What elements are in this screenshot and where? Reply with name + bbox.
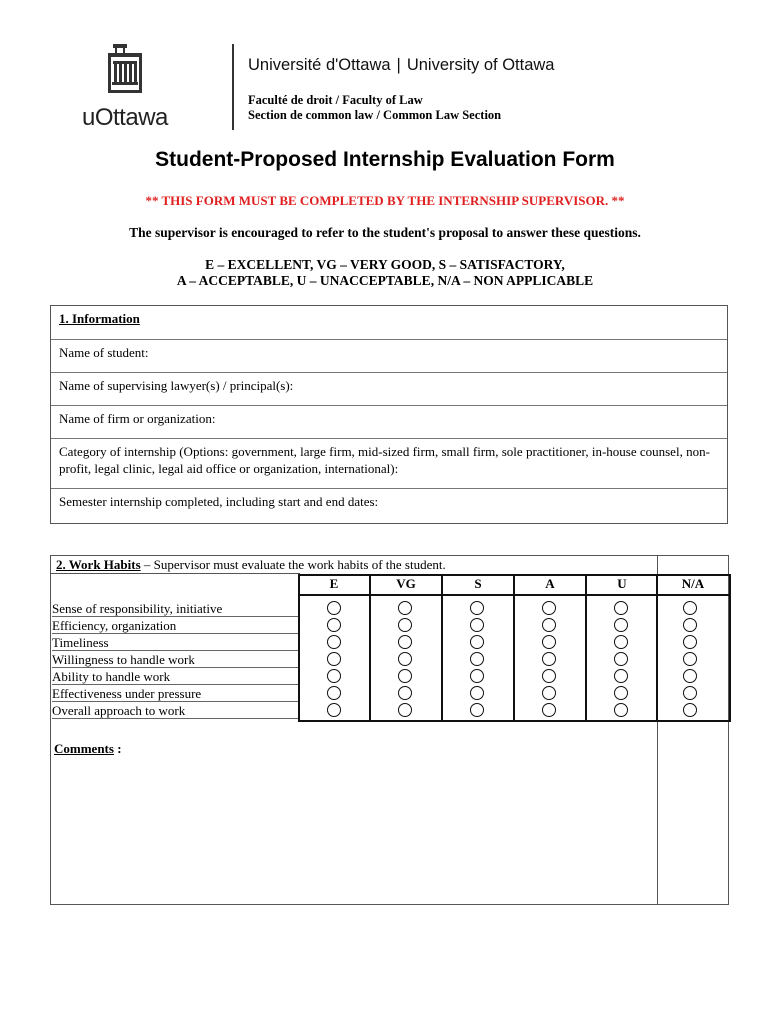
criterion-label: Overall approach to work [52, 702, 298, 719]
rating-radio-na[interactable] [683, 686, 697, 700]
section-name: Section de common law / Common Law Section [248, 108, 502, 122]
semester-dates-label: Semester internship completed, including start and end dates: [59, 494, 379, 509]
instruction-text: The supervisor is encouraged to refer to the student's proposal to answer these questions. [129, 225, 641, 240]
rating-radio-u[interactable] [614, 618, 628, 632]
rating-radio-u[interactable] [614, 601, 628, 615]
rating-radio-e[interactable] [327, 601, 341, 615]
supervisor-warning: ** THIS FORM MUST BE COMPLETED BY THE INTERNSHIP SUPERVISOR. ** [145, 193, 625, 208]
rating-radio-na[interactable] [683, 703, 697, 717]
column-header-s: S [474, 576, 482, 591]
building-icon [104, 44, 174, 100]
comments-label-suffix: : [113, 741, 122, 756]
criterion-label: Timeliness [52, 634, 298, 651]
work-habits-description: – Supervisor must evaluate the work habits of the student. [140, 557, 446, 572]
grid-column-separator [513, 574, 515, 722]
rating-radio-a[interactable] [542, 601, 556, 615]
rating-radio-s[interactable] [470, 652, 484, 666]
column-header-na: N/A [681, 576, 705, 591]
supervisor-name-field[interactable] [51, 373, 727, 406]
rating-radio-vg[interactable] [398, 703, 412, 717]
rating-radio-e[interactable] [327, 652, 341, 666]
work-habits-title [56, 557, 446, 573]
rating-legend-line-2: A – ACCEPTABLE, U – UNACCEPTABLE, N/A – NON APPLICABLE [176, 273, 594, 288]
faculty-name: Faculté de droit / Faculty of Law [248, 93, 423, 107]
rating-radio-u[interactable] [614, 686, 628, 700]
rating-radio-a[interactable] [542, 635, 556, 649]
rating-radio-s[interactable] [470, 686, 484, 700]
rating-radio-na[interactable] [683, 618, 697, 632]
comments-field[interactable] [54, 741, 122, 757]
grid-column-separator [585, 574, 587, 722]
rating-radio-u[interactable] [614, 703, 628, 717]
rating-radio-vg[interactable] [398, 669, 412, 683]
rating-radio-na[interactable] [683, 652, 697, 666]
rating-radio-e[interactable] [327, 703, 341, 717]
rating-radio-e[interactable] [327, 635, 341, 649]
rating-radio-vg[interactable] [398, 635, 412, 649]
rating-radio-na[interactable] [683, 635, 697, 649]
rating-legend-line-1: E – EXCELLENT, VG – VERY GOOD, S – SATISFACTORY, [205, 257, 565, 272]
supervisor-name-label: Name of supervising lawyer(s) / principal(s): [59, 378, 294, 393]
rating-radio-s[interactable] [470, 601, 484, 615]
comments-label: Comments [54, 741, 114, 756]
rating-radio-e[interactable] [327, 686, 341, 700]
rating-radio-a[interactable] [542, 686, 556, 700]
grid-header-separator [298, 594, 731, 596]
rating-radio-vg[interactable] [398, 618, 412, 632]
university-name-separator: | [396, 56, 401, 74]
student-name-label: Name of student: [59, 345, 149, 360]
rating-radio-u[interactable] [614, 669, 628, 683]
grid-column-separator [369, 574, 371, 722]
grid-column-separator [656, 574, 658, 722]
rating-radio-a[interactable] [542, 703, 556, 717]
criterion-label: Ability to handle work [52, 668, 298, 685]
criterion-label: Effectiveness under pressure [52, 685, 298, 702]
information-header-row [51, 306, 727, 340]
grid-column-separator [441, 574, 443, 722]
rating-radio-a[interactable] [542, 652, 556, 666]
column-header-vg: VG [396, 576, 416, 591]
rating-radio-s[interactable] [470, 635, 484, 649]
form-title: Student-Proposed Internship Evaluation Form [155, 148, 615, 171]
rating-radio-vg[interactable] [398, 652, 412, 666]
work-habits-header: 2. Work Habits [56, 557, 141, 572]
rating-radio-s[interactable] [470, 703, 484, 717]
student-name-field[interactable] [51, 340, 727, 373]
column-header-e: E [329, 576, 339, 591]
column-header-u: U [617, 576, 627, 591]
internship-category-field[interactable] [51, 439, 727, 489]
header-divider [232, 44, 234, 130]
firm-name-label: Name of firm or organization: [59, 411, 216, 426]
internship-category-label: Category of internship (Options: government, large firm, mid-sized firm, small firm, sole practitioner, in-house counsel, non-profit, legal clinic, legal aid office or organization, international): [59, 444, 710, 476]
rating-radio-u[interactable] [614, 635, 628, 649]
rating-radio-vg[interactable] [398, 686, 412, 700]
information-header: 1. Information [59, 311, 140, 326]
rating-radio-e[interactable] [327, 618, 341, 632]
logo-wordmark: uOttawa [82, 104, 168, 131]
rating-radio-e[interactable] [327, 669, 341, 683]
rating-radio-s[interactable] [470, 618, 484, 632]
work-habits-title-separator [50, 573, 300, 574]
information-section [50, 305, 728, 524]
rating-radio-na[interactable] [683, 669, 697, 683]
rating-radio-s[interactable] [470, 669, 484, 683]
semester-dates-field[interactable] [51, 489, 727, 523]
rating-radio-u[interactable] [614, 652, 628, 666]
rating-radio-a[interactable] [542, 669, 556, 683]
university-name [248, 56, 554, 75]
university-name-fr: Université d'Ottawa [248, 56, 391, 74]
rating-radio-a[interactable] [542, 618, 556, 632]
university-name-en: University of Ottawa [406, 56, 555, 74]
column-header-a: A [545, 576, 555, 591]
criterion-label: Efficiency, organization [52, 617, 298, 634]
criterion-label: Sense of responsibility, initiative [52, 600, 298, 617]
criterion-label: Willingness to handle work [52, 651, 298, 668]
firm-name-field[interactable] [51, 406, 727, 439]
rating-radio-vg[interactable] [398, 601, 412, 615]
rating-radio-na[interactable] [683, 601, 697, 615]
